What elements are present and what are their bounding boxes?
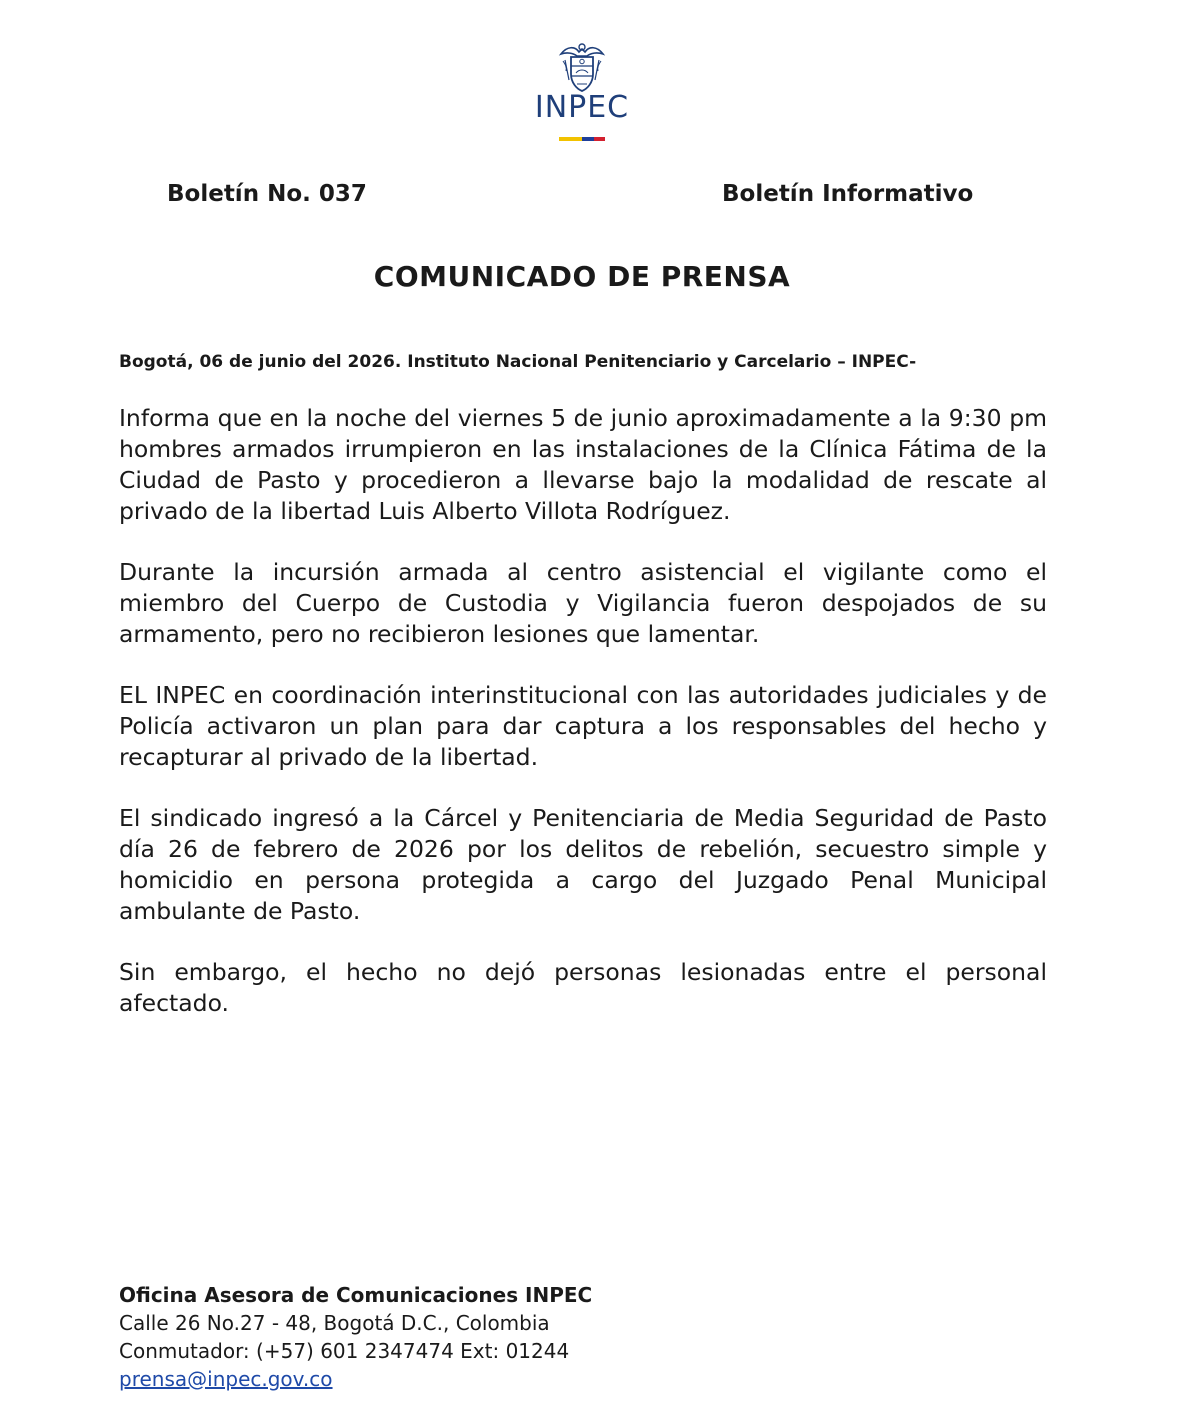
flag-yellow [559,137,582,141]
email-link[interactable]: prensa@inpec.gov.co [119,1367,333,1391]
colombia-coat-of-arms-icon [557,40,607,96]
flag-blue [582,137,594,141]
paragraph: Durante la incursión armada al centro asistencial el vigilante como el miembro del Cuerpo de Custodia y Vigilancia fueron despojados de su armamento, pero no recibieron lesiones que lamentar. [119,558,1047,648]
office-name: Oficina Asesora de Comunicaciones INPEC [119,1283,593,1307]
office-phone: Conmutador: (+57) 601 2347474 Ext: 01244 [119,1339,570,1363]
colombia-flag-stripe [559,137,605,141]
paragraph: El sindicado ingresó a la Cárcel y Penitenciaria de Media Seguridad de Pasto día 26 de febrero de 2026 por los delitos de rebelión, secuestro simple y homicidio en persona protegida a cargo del Juzgado Penal Municipal ambulante de Pasto. [119,804,1047,925]
boletin-type: Boletín Informativo [722,181,974,207]
paragraph: EL INPEC en coordinación interinstitucional con las autoridades judiciales y de Policía activaron un plan para dar captura a los responsables del hecho y recapturar al privado de la libertad. [119,681,1047,771]
inpec-logo [0,38,1200,148]
paragraph: Sin embargo, el hecho no dejó personas lesionadas entre el personal afectado. [119,958,1047,1017]
office-address: Calle 26 No.27 - 48, Bogotá D.C., Colombia [119,1311,550,1335]
flag-red [594,137,605,141]
press-release-body [119,403,1047,1049]
boletin-number: Boletín No. 037 [167,181,367,207]
dateline: Bogotá, 06 de junio del 2026. Instituto Nacional Penitenciario y Carcelario – INPEC- [119,352,917,372]
paragraph: Informa que en la noche del viernes 5 de junio aproximadamente a la 9:30 pm hombres armados irrumpieron en las instalaciones de la Clínica Fátima de la Ciudad de Pasto y procedieron a llevarse bajo la modalidad de rescate al privado de la libertad Luis Alberto Villota Rodríguez. [119,404,1047,525]
logo-text: INPEC [534,90,630,125]
contact-footer [119,1281,592,1393]
document-title: COMUNICADO DE PRENSA [373,260,791,293]
